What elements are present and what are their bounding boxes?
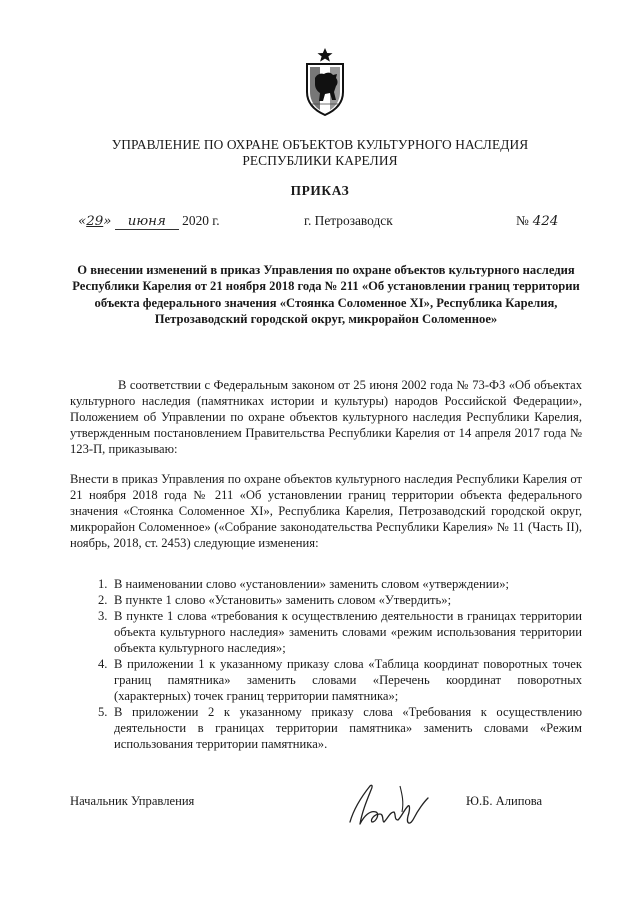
date-year: 2020 г.	[182, 213, 220, 228]
order-title: О внесении изменений в приказ Управления по охране объектов культурного наследия Республики Карелия от 21 ноября 2018 года № 211 «Об установлении границ территории объекта федерального значения «Стоянка Соломенное XI», Республика Карелия, Петрозаводский городской округ, микрорайон Соломенное»	[72, 263, 580, 326]
order-date	[78, 213, 220, 230]
signatory-position: Начальник Управления	[70, 794, 195, 808]
amendments-list	[70, 576, 582, 752]
authority-name	[60, 137, 580, 169]
instruction-paragraph: Внести в приказ Управления по охране объектов культурного наследия Республики Карелия от 21 ноября 2018 года № 211 «Об установлении границ территории объекта федерального значения «Стоянка Соломенное XI», Республика Карелия, Петрозаводский городской округ, микрорайон Соломенное» («Собрание законодательства Республики Карелия» № 11 (Часть II), ноябрь, 2018, ст. 2453) следующие изменения:	[70, 472, 582, 550]
date-month: июня	[115, 214, 179, 230]
signatory-name: Ю.Б. Алипова	[466, 794, 543, 808]
number-label: №	[516, 213, 529, 228]
item-text: В пункте 1 слово «Установить» заменить словом «Утвердить»;	[114, 593, 452, 607]
list-item	[70, 656, 582, 704]
item-text: В приложении 2 к указанному приказу слова «Требования к осуществлению деятельности в границах территории памятника» заменить словами «Режим использования территории памятника».	[114, 705, 582, 751]
document-type: ПРИКАЗ	[290, 183, 350, 198]
list-item	[70, 592, 582, 608]
number-value: 424	[532, 214, 559, 229]
item-number: 3.	[98, 609, 108, 623]
list-item	[70, 704, 582, 752]
authority-line-1: УПРАВЛЕНИЕ ПО ОХРАНЕ ОБЪЕКТОВ КУЛЬТУРНОГО НАСЛЕДИЯ	[111, 137, 529, 152]
item-number: 4.	[98, 657, 108, 671]
city: г. Петрозаводск	[304, 213, 393, 228]
item-text: В приложении 1 к указанному приказу слова «Таблица координат поворотных точек границ памятника» заменить словами «Перечень координат поворотных (характерных) точек границ территории памятника»;	[114, 657, 582, 703]
handwritten-signature	[340, 772, 440, 834]
list-item	[70, 576, 582, 592]
authority-line-2: РЕСПУБЛИКИ КАРЕЛИЯ	[242, 153, 398, 168]
date-close-quote: »	[103, 214, 112, 229]
order-number	[516, 213, 558, 229]
item-number: 2.	[98, 593, 108, 607]
item-number: 1.	[98, 577, 108, 591]
list-item	[70, 608, 582, 656]
coat-of-arms-icon	[301, 48, 349, 116]
item-text: В наименовании слово «установлении» заменить словом «утверждении»;	[114, 577, 509, 591]
date-open-quote: «	[78, 214, 87, 229]
date-day: 29	[86, 214, 104, 229]
item-text: В пункте 1 слова «требования к осуществлению деятельности в границах территории объекта культурного наследия» заменить словами «режим использования территории объекта культурного наследия»;	[114, 609, 582, 655]
item-number: 5.	[98, 705, 108, 719]
preamble-paragraph: В соответствии с Федеральным законом от 25 июня 2002 года № 73-ФЗ «Об объектах культурного наследия (памятниках истории и культуры) народов Российской Федерации», Положением об Управлении по охране объектов культурного наследия Республики Карелия, утвержденным постановлением Правительства Республики Карелия от 14 апреля 2017 года № 123-П, приказываю:	[70, 378, 582, 456]
